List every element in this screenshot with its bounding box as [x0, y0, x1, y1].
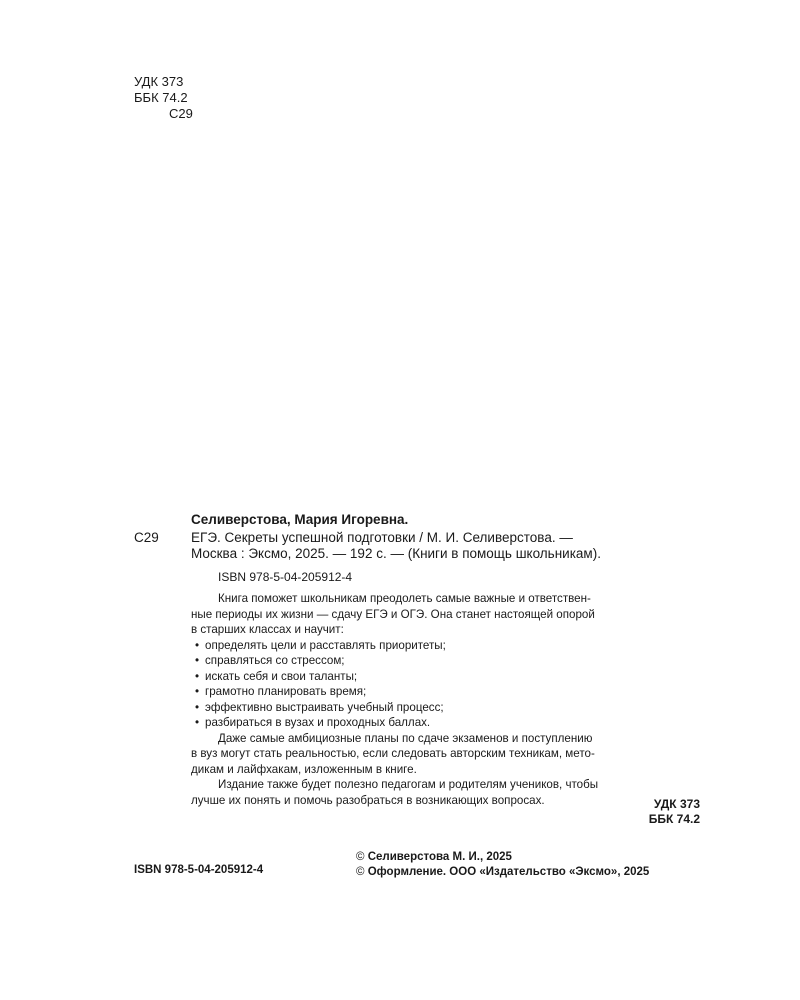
annotation-line: Издание также будет полезно педагогам и родителям учеников, чтобы — [218, 778, 599, 791]
author-mark: С29 — [169, 106, 193, 121]
copyright-author-line — [356, 850, 649, 865]
list-item-text: разбираться в вузах и проходных баллах. — [205, 716, 431, 729]
classification-bottom — [649, 797, 700, 827]
copyright-design-line — [356, 865, 649, 880]
annotation-line: Книга поможет школьникам преодолеть самые важные и ответствен- — [218, 592, 591, 605]
bullet-icon: • — [195, 716, 200, 729]
footer-isbn: ISBN 978-5-04-205912-4 — [134, 864, 264, 876]
copyright-icon: © — [356, 851, 365, 863]
list-item — [191, 684, 703, 700]
list-item-text: эффективно выстраивать учебный процесс; — [205, 700, 444, 714]
annotation-line: в вуз могут стать реальностью, если следовать авторским техникам, мето- — [191, 747, 595, 760]
title-description — [191, 530, 703, 562]
list-item-text: справляться со стрессом; — [205, 654, 345, 667]
list-item — [191, 715, 703, 731]
copyright-author: Селиверстова М. И., 2025 — [367, 851, 512, 863]
list-item — [191, 638, 703, 654]
copyright-notices — [356, 850, 649, 880]
annotation-line: лучше их понять и помочь разобраться в возникающих вопросах. — [191, 793, 545, 807]
classification-top — [134, 74, 193, 122]
annotation-line: в старших классах и научит: — [191, 623, 344, 636]
annotation-line: ные периоды их жизни — сдачу ЕГЭ и ОГЭ. Она станет настоящей опорой — [191, 607, 595, 621]
list-item-text: грамотно планировать время; — [205, 685, 367, 698]
copyright-icon: © — [356, 866, 365, 878]
annotation-line: дикам и лайфхакам, изложенным в книге. — [191, 762, 417, 776]
list-item — [191, 653, 703, 669]
udk-code: УДК 373 — [653, 797, 700, 811]
title-line: ЕГЭ. Секреты успешной подготовки / М. И. Селиверстова. — — [191, 530, 573, 545]
udk-code: УДК 373 — [134, 74, 184, 89]
author-name: Селиверстова, Мария Игоревна. — [191, 512, 409, 527]
list-item-text: искать себя и свои таланты; — [205, 669, 358, 683]
bullet-icon: • — [195, 638, 200, 652]
title-line: Москва : Эксмо, 2025. — 192 с. — (Книги в помощь школьникам). — [191, 546, 601, 561]
record-isbn: ISBN 978-5-04-205912-4 — [218, 570, 353, 584]
bullet-icon: • — [195, 700, 200, 714]
bbk-code: ББК 74.2 — [134, 90, 188, 105]
bbk-code: ББК 74.2 — [648, 812, 700, 826]
annotation-line: Даже самые амбициозные планы по сдаче экзаменов и поступлению — [218, 731, 593, 745]
bullet-icon: • — [195, 669, 200, 683]
bullet-icon: • — [195, 654, 200, 667]
annotation — [191, 591, 703, 808]
bullet-icon: • — [195, 685, 200, 698]
list-item — [191, 669, 703, 685]
list-item-text: определять цели и расставлять приоритеты; — [205, 638, 446, 652]
record-author-mark: С29 — [134, 530, 159, 545]
list-item — [191, 700, 703, 716]
copyright-design: Оформление. ООО «Издательство «Эксмо», 2025 — [367, 866, 650, 878]
